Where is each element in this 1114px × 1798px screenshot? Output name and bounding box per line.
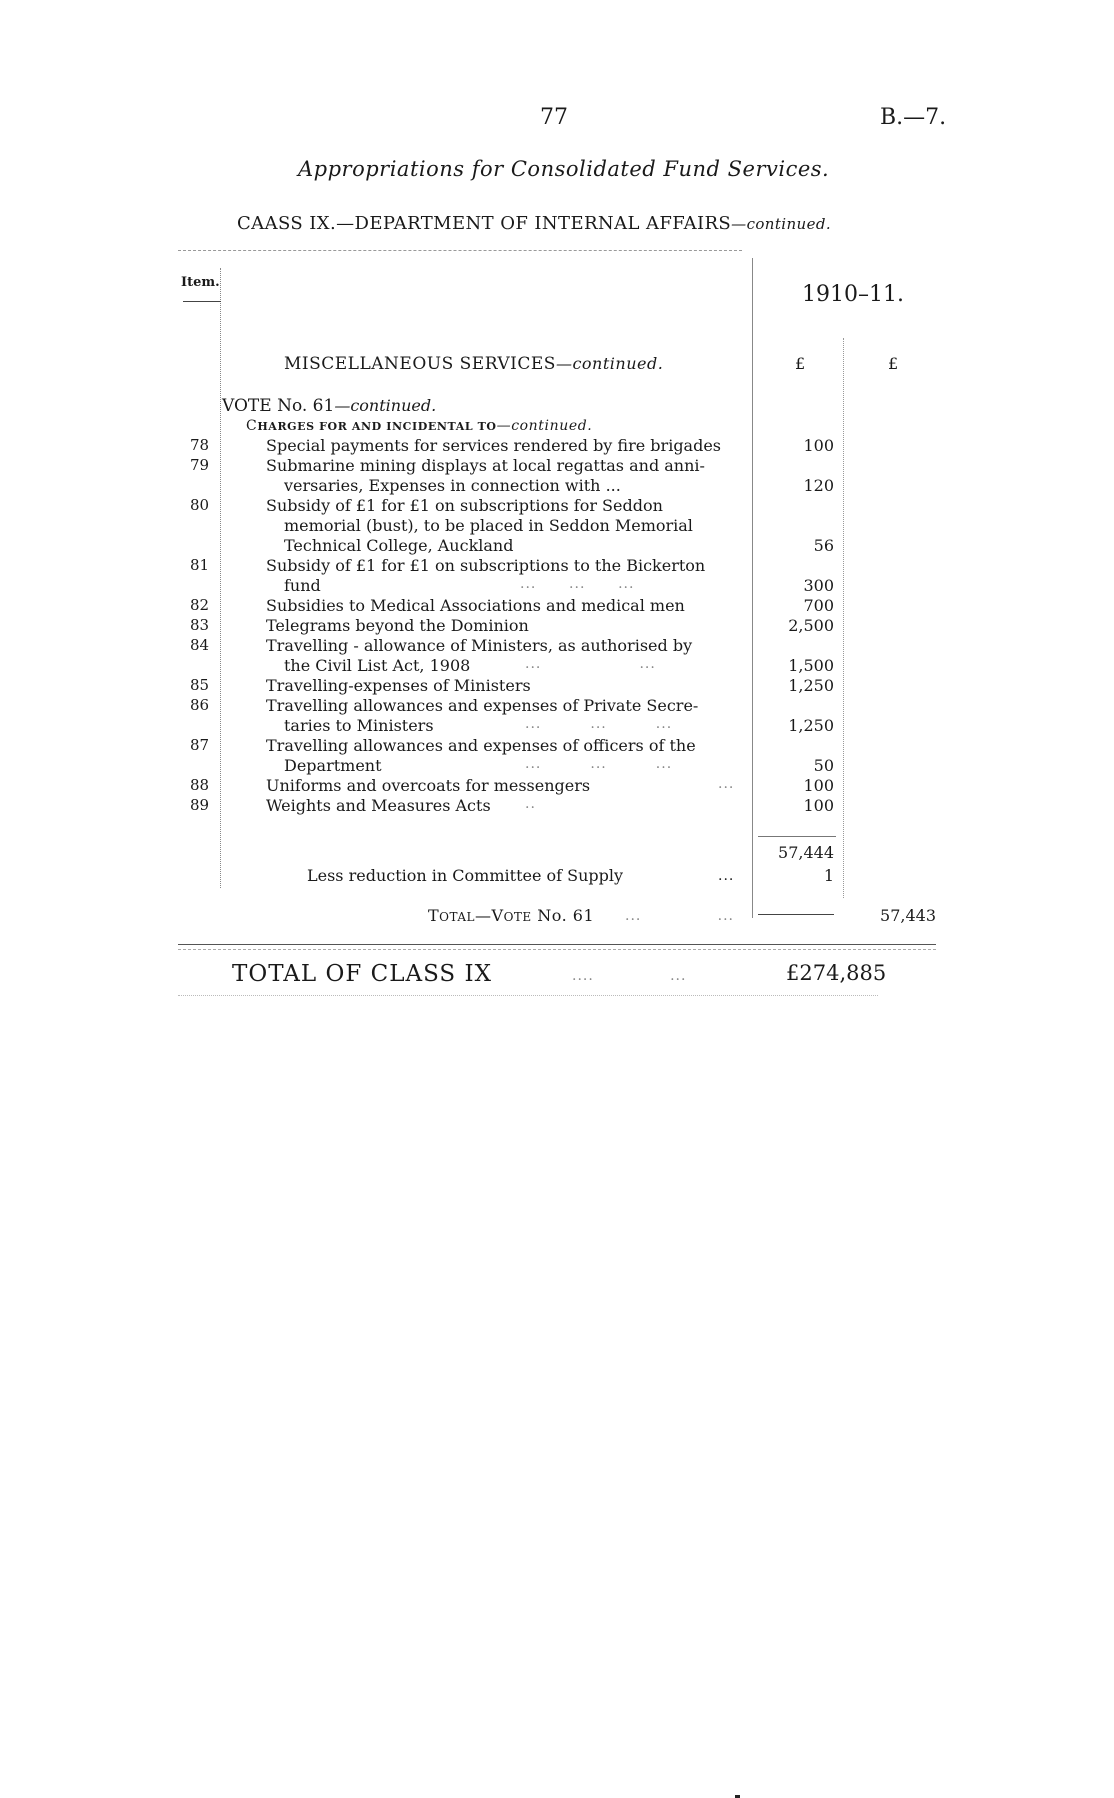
item-number: 80 xyxy=(190,496,210,514)
charges-heading-text: HARGES FOR AND INCIDENTAL TO xyxy=(257,420,497,433)
item-number: 83 xyxy=(190,616,210,634)
item-description-line: Department xyxy=(284,756,382,775)
item-description xyxy=(266,796,751,816)
item-amount: 100 xyxy=(803,436,834,455)
item-amount: 300 xyxy=(803,576,834,595)
item-description xyxy=(266,436,751,456)
charges-heading-initial: C xyxy=(246,418,258,434)
class-heading-suffix: —continued. xyxy=(731,215,832,233)
item-number: 79 xyxy=(190,456,210,474)
item-description-line: Special payments for services rendered by fire brigades xyxy=(266,436,722,455)
total-vote-label-part: T xyxy=(428,906,440,925)
item-description xyxy=(266,776,751,796)
item-description-line: Telegrams beyond the Dominion xyxy=(266,616,529,635)
item-description-line: Subsidy of £1 for £1 on subscriptions for Seddon xyxy=(266,496,663,515)
item-description xyxy=(266,596,751,616)
total-vote-label xyxy=(428,906,594,925)
item-description-line: Subsidies to Medical Associations and medical men xyxy=(266,596,685,615)
section-heading-text: MISCELLANEOUS SERVICES xyxy=(284,354,556,374)
subtotal-rule xyxy=(758,836,836,837)
leader-dots: ... ... xyxy=(625,908,735,924)
less-reduction-value: 1 xyxy=(823,866,834,885)
footer-rule xyxy=(178,995,878,996)
item-amount: 120 xyxy=(803,476,834,495)
item-description xyxy=(266,676,751,696)
item-amount: 100 xyxy=(803,796,834,815)
item-description-line: the Civil List Act, 1908 xyxy=(284,656,471,675)
vote-heading-text: VOTE No. 61 xyxy=(222,396,335,416)
year-heading: 1910–11. xyxy=(802,282,904,307)
class-total-label: TOTAL OF CLASS IX xyxy=(232,961,492,987)
item-number: 85 xyxy=(190,676,210,694)
item-description-line: taries to Ministers xyxy=(284,716,434,735)
item-description-line: Technical College, Auckland xyxy=(284,536,514,555)
total-vote-value: 57,443 xyxy=(880,906,936,925)
item-description-line: Travelling - allowance of Ministers, as authorised by xyxy=(266,636,693,655)
class-heading xyxy=(237,213,831,234)
leader-dots: ... xyxy=(718,868,735,884)
section-heading-suffix: —continued. xyxy=(555,354,664,373)
item-description xyxy=(266,616,751,636)
item-amount: 1,500 xyxy=(788,656,834,675)
total-vote-label-part: —V xyxy=(475,906,504,925)
item-number: 88 xyxy=(190,776,210,794)
less-reduction-label: Less reduction in Committee of Supply xyxy=(307,866,624,885)
charges-heading-suffix: —continued. xyxy=(496,418,593,434)
subtotal-value: 57,444 xyxy=(778,843,834,862)
total-vote-label-part: OTE xyxy=(503,910,532,924)
item-amount: 1,250 xyxy=(788,716,834,735)
page-title: Appropriations for Consolidated Fund Services. xyxy=(298,157,830,181)
item-description xyxy=(266,456,751,496)
item-description-line: Travelling allowances and expenses of officers of the xyxy=(266,736,696,755)
item-description-line: Submarine mining displays at local regattas and anni- xyxy=(266,456,705,475)
item-amount: 700 xyxy=(803,596,834,615)
item-description xyxy=(266,496,751,556)
item-amount: 1,250 xyxy=(788,676,834,695)
charges-heading xyxy=(246,418,592,434)
page-number: 77 xyxy=(540,105,568,130)
item-amount: 100 xyxy=(803,776,834,795)
item-description-line: Travelling allowances and expenses of Private Secre- xyxy=(266,696,699,715)
item-description xyxy=(266,556,751,596)
item-column-divider xyxy=(220,268,221,888)
item-label-underline xyxy=(183,301,221,302)
item-description-line: Weights and Measures Acts xyxy=(266,796,491,815)
item-number: 84 xyxy=(190,636,210,654)
item-description xyxy=(266,736,751,776)
leader-dots: ... ... ... xyxy=(520,576,635,592)
table-bottom-rule xyxy=(178,944,936,945)
leader-dots: ... ... ... xyxy=(525,756,673,772)
total-rule xyxy=(758,914,834,915)
item-description-line: memorial (bust), to be placed in Seddon Memorial xyxy=(284,516,693,535)
item-description-line: versaries, Expenses in connection with ... xyxy=(284,476,621,495)
item-number: 87 xyxy=(190,736,210,754)
item-amount: 50 xyxy=(813,756,834,775)
currency-symbol-col2: £ xyxy=(888,354,899,373)
item-amount: 56 xyxy=(813,536,834,555)
item-number: 81 xyxy=(190,556,210,574)
total-vote-label-part: No. 61 xyxy=(531,906,595,925)
class-total-value: £274,885 xyxy=(786,961,887,985)
table-bottom-rule-2 xyxy=(178,949,936,950)
item-number: 78 xyxy=(190,436,210,454)
document-code: B.—7. xyxy=(880,105,947,130)
item-number: 82 xyxy=(190,596,210,614)
item-number: 89 xyxy=(190,796,210,814)
item-description-line: fund xyxy=(284,576,321,595)
vote-heading xyxy=(222,396,436,416)
amount-column-divider xyxy=(752,258,753,918)
leader-dots: .. xyxy=(525,796,536,812)
item-description xyxy=(266,696,751,736)
total-vote-label-part: OTAL xyxy=(439,910,475,924)
leader-dots: ... ... ... xyxy=(525,716,673,732)
currency-symbol-col1: £ xyxy=(795,354,806,373)
leader-dots: ... xyxy=(718,776,735,792)
leader-dots: .... ... xyxy=(572,968,687,984)
item-amount: 2,500 xyxy=(788,616,834,635)
section-heading xyxy=(284,354,663,374)
top-rule xyxy=(178,250,742,251)
item-description-line: Subsidy of £1 for £1 on subscriptions to the Bickerton xyxy=(266,556,706,575)
item-column-label: Item. xyxy=(181,275,220,290)
vote-heading-suffix: —continued. xyxy=(334,396,437,415)
item-number: 86 xyxy=(190,696,210,714)
class-heading-text: CAASS IX.—DEPARTMENT OF INTERNAL AFFAIRS xyxy=(237,213,732,234)
item-description-line: Uniforms and overcoats for messengers xyxy=(266,776,591,795)
item-description-line: Travelling-expenses of Ministers xyxy=(266,676,531,695)
leader-dots: ... ... xyxy=(525,656,656,672)
item-description xyxy=(266,636,751,676)
amount-column-divider-2 xyxy=(843,338,844,898)
